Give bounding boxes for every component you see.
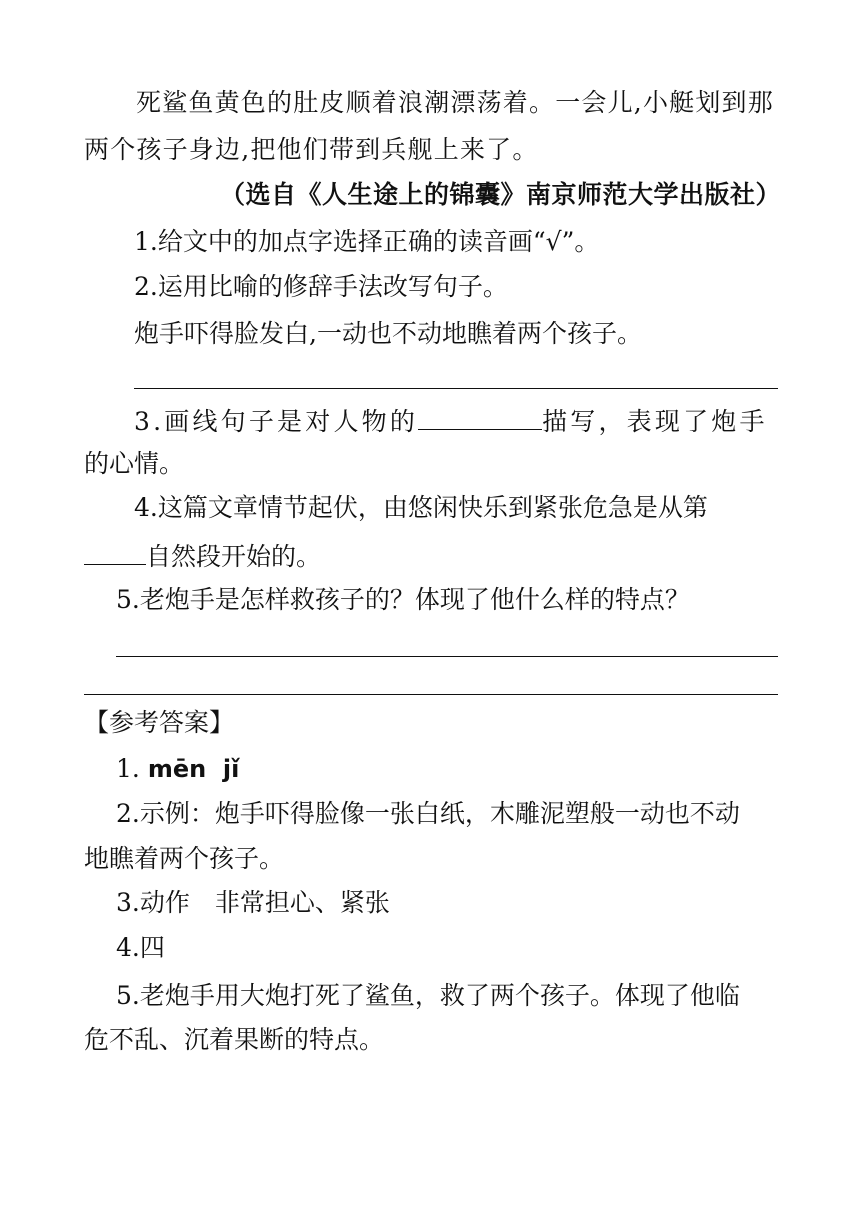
section-divider — [84, 694, 778, 695]
question-1: 1.给文中的加点字选择正确的读音画“√”。 — [134, 227, 600, 256]
answer-2-line-2: 地瞧着两个孩子。 — [84, 844, 285, 873]
question-4-line-2 — [84, 538, 321, 573]
question-3-part-2: 描写，表现了炮手 — [542, 407, 768, 436]
q3-blank — [418, 403, 542, 430]
passage-line-1: 死鲨鱼黄色的肚皮顺着浪潮漂荡着。一会儿,小艇划到那 — [136, 88, 774, 117]
answer-1-pinyin: mēn jǐ — [147, 755, 240, 783]
answer-3: 3.动作 非常担心、紧张 — [116, 888, 390, 917]
question-4: 4.这篇文章情节起伏，由悠闲快乐到紧张危急是从第 — [134, 493, 708, 522]
answer-line-q2 — [134, 388, 778, 389]
answer-1-number: 1. — [116, 754, 140, 783]
question-3 — [134, 403, 768, 438]
question-3-line-2: 的心情。 — [84, 449, 185, 478]
answer-4: 4.四 — [116, 933, 165, 962]
answer-2: 2.示例：炮手吓得脸像一张白纸，木雕泥塑般一动也不动 — [116, 799, 740, 828]
question-2-sentence: 炮手吓得脸发白,一动也不动地瞧着两个孩子。 — [134, 319, 642, 348]
question-4-part-2: 自然段开始的。 — [146, 542, 322, 571]
question-3-part-1: 3.画线句子是对人物的 — [134, 407, 419, 436]
question-2: 2.运用比喻的修辞手法改写句子。 — [134, 272, 508, 301]
answer-5: 5.老炮手用大炮打死了鲨鱼，救了两个孩子。体现了他临 — [116, 981, 740, 1010]
passage-source: （选自《人生途上的锦囊》南京师范大学出版社） — [220, 180, 782, 209]
question-5: 5.老炮手是怎样救孩子的？体现了他什么样的特点？ — [116, 585, 690, 614]
q4-blank — [84, 538, 146, 565]
passage-line-2: 两个孩子身边,把他们带到兵舰上来了。 — [84, 135, 539, 164]
answers-heading: 【参考答案】 — [84, 708, 235, 737]
answer-1 — [116, 753, 239, 785]
answer-5-line-2: 危不乱、沉着果断的特点。 — [84, 1025, 385, 1054]
answer-line-q5 — [116, 656, 778, 657]
